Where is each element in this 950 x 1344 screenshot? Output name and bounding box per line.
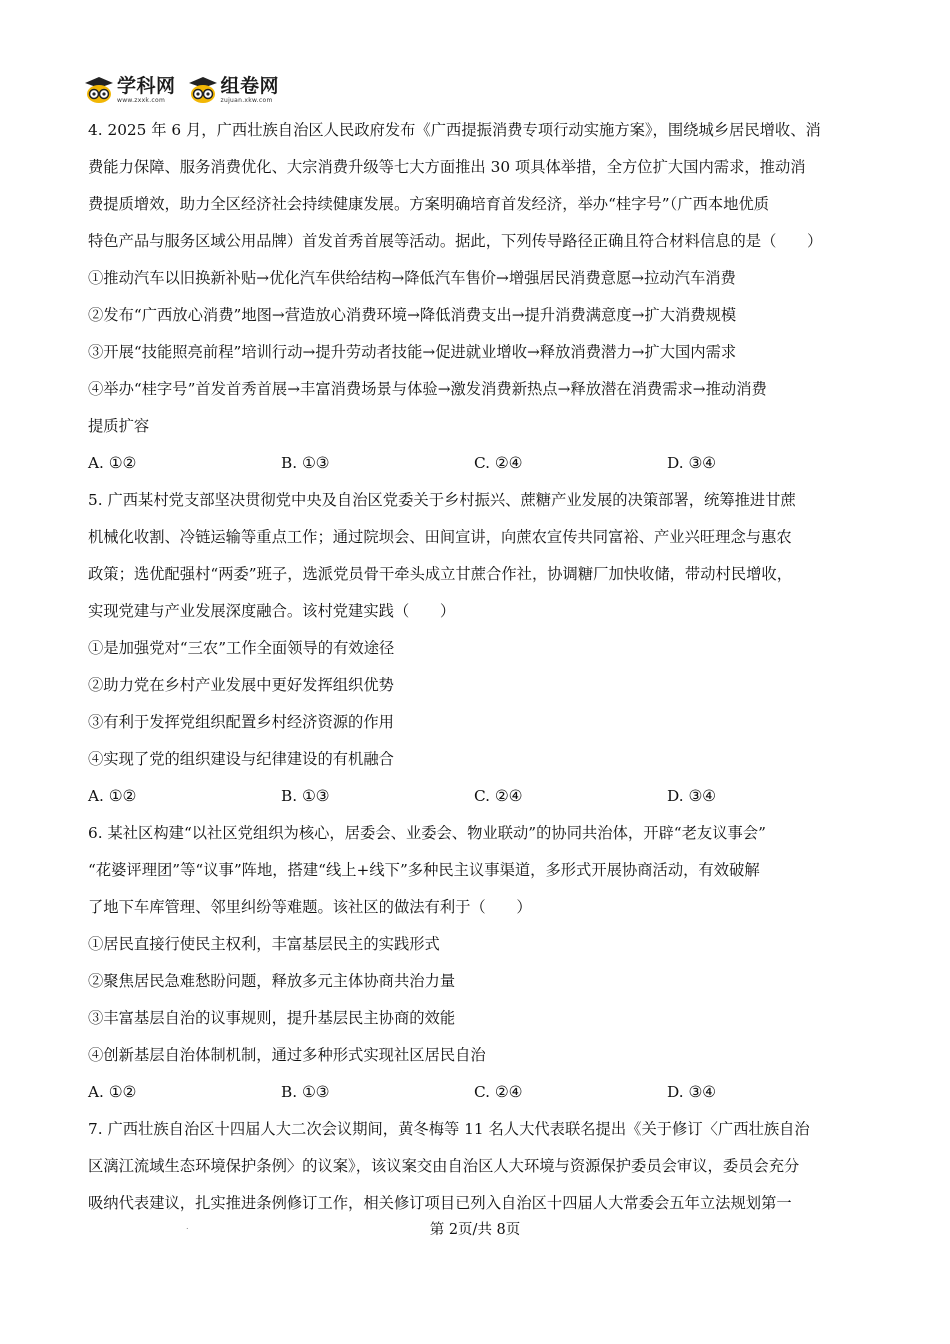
question-stem-line: 特色产品与服务区域公用品牌）首发首秀首展等活动。据此，下列传导路径正确且符合材料信息的是（ ） bbox=[88, 232, 823, 250]
statement-option: ①是加强党对“三农”工作全面领导的有效途径 bbox=[88, 639, 395, 657]
statement-option: ④创新基层自治体制机制，通过多种形式实现社区居民自治 bbox=[88, 1046, 486, 1064]
question-6 bbox=[88, 815, 870, 1111]
questions-content bbox=[88, 112, 870, 1222]
question-stem-line: 费能力保障、服务消费优化、大宗消费升级等七大方面推出 30 项具体举措，全方位扩大国内需求，推动消 bbox=[88, 158, 806, 176]
logo-xuekewang bbox=[84, 75, 176, 105]
logo-url: zujuan.xkw.com bbox=[220, 96, 273, 104]
question-stem-line: 了地下车库管理、邻里纠纷等难题。该社区的做法有利于（ ） bbox=[88, 898, 532, 916]
statement-option: ④举办“桂字号”首发首秀首展→丰富消费场景与体验→激发消费新热点→释放潜在消费需求→推动消费 bbox=[88, 380, 767, 398]
choice-a: A. ①② bbox=[88, 1083, 137, 1101]
question-stem-line: “花婆评理团”等“议事”阵地，搭建“线上+线下”多种民主议事渠道，多形式开展协商活动，有效破解 bbox=[88, 861, 760, 879]
choice-b: B. ①③ bbox=[281, 454, 330, 472]
question-7 bbox=[88, 1111, 870, 1222]
logo-url: www.zxxk.com bbox=[117, 96, 166, 104]
header-logos bbox=[84, 74, 291, 106]
question-stem-line: 4. 2025 年 6 月，广西壮族自治区人民政府发布《广西提振消费专项行动实施方案》，围绕城乡居民增收、消 bbox=[88, 121, 821, 139]
answer-choices bbox=[88, 445, 870, 482]
choice-c: C. ②④ bbox=[474, 787, 523, 805]
statement-option: ③有利于发挥党组织配置乡村经济资源的作用 bbox=[88, 713, 394, 731]
question-stem-line: 实现党建与产业发展深度融合。该村党建实践（ ） bbox=[88, 602, 456, 620]
question-stem-line: 区漓江流域生态环境保护条例〉的议案》，该议案交由自治区人大环境与资源保护委员会审议，委员会充分 bbox=[88, 1157, 800, 1175]
statement-option: ①居民直接行使民主权利，丰富基层民主的实践形式 bbox=[88, 935, 440, 953]
answer-choices bbox=[88, 778, 870, 815]
choice-c: C. ②④ bbox=[474, 454, 523, 472]
stray-mark: . bbox=[186, 1222, 189, 1231]
choice-a: A. ①② bbox=[88, 454, 137, 472]
choice-b: B. ①③ bbox=[281, 1083, 330, 1101]
logo-zujuanwang bbox=[188, 75, 280, 105]
question-stem-line: 政策；选优配强村“两委”班子，选派党员骨干牵头成立甘蔗合作社，协调糖厂加快收储，带动村民增收， bbox=[88, 565, 793, 583]
statement-option: ①推动汽车以旧换新补贴→优化汽车供给结构→降低汽车售价→增强居民消费意愿→拉动汽车消费 bbox=[88, 269, 736, 287]
owl-mascot-icon bbox=[188, 75, 218, 105]
statement-option: 提质扩容 bbox=[88, 417, 150, 435]
choice-d: D. ③④ bbox=[667, 454, 716, 472]
answer-choices bbox=[88, 1074, 870, 1111]
choice-d: D. ③④ bbox=[667, 1083, 716, 1101]
page-number: 第 2页/共 8页 bbox=[429, 1222, 521, 1238]
question-stem-line: 5. 广西某村党支部坚决贯彻党中央及自治区党委关于乡村振兴、蔗糖产业发展的决策部署，统筹推进甘蔗 bbox=[88, 491, 796, 509]
statement-option: ②助力党在乡村产业发展中更好发挥组织优势 bbox=[88, 676, 394, 694]
question-stem-line: 吸纳代表建议，扎实推进条例修订工作，相关修订项目已列入自治区十四届人大常委会五年立法规划第一 bbox=[88, 1194, 792, 1212]
question-4 bbox=[88, 112, 870, 482]
choice-d: D. ③④ bbox=[667, 787, 716, 805]
statement-option: ②聚焦居民急难愁盼问题，释放多元主体协商共治力量 bbox=[88, 972, 456, 990]
choice-a: A. ①② bbox=[88, 787, 137, 805]
logo-name: 组卷网 bbox=[220, 74, 280, 97]
owl-mascot-icon bbox=[84, 75, 114, 105]
statement-option: ③开展“技能照亮前程”培训行动→提升劳动者技能→促进就业增收→释放消费潜力→扩大国内需求 bbox=[88, 343, 737, 361]
statement-option: ③丰富基层自治的议事规则，提升基层民主协商的效能 bbox=[88, 1009, 456, 1027]
choice-c: C. ②④ bbox=[474, 1083, 523, 1101]
question-stem-line: 7. 广西壮族自治区十四届人大二次会议期间，黄冬梅等 11 名人大代表联名提出《关于修订〈广西壮族自治 bbox=[88, 1120, 810, 1138]
logo-name: 学科网 bbox=[117, 74, 176, 97]
statement-option: ④实现了党的组织建设与纪律建设的有机融合 bbox=[88, 750, 394, 768]
question-stem-line: 机械化收割、冷链运输等重点工作；通过院坝会、田间宣讲，向蔗农宣传共同富裕、产业兴旺理念与惠农 bbox=[88, 528, 792, 546]
statement-option: ②发布“广西放心消费”地图→营造放心消费环境→降低消费支出→提升消费满意度→扩大消费规模 bbox=[88, 306, 737, 324]
choice-b: B. ①③ bbox=[281, 787, 330, 805]
question-stem-line: 费提质增效，助力全区经济社会持续健康发展。方案明确培育首发经济，举办“桂字号”（广西本地优质 bbox=[88, 195, 770, 213]
question-5 bbox=[88, 482, 870, 815]
question-stem-line: 6. 某社区构建“以社区党组织为核心，居委会、业委会、物业联动”的协同共治体，开辟“老友议事会” bbox=[88, 824, 766, 842]
